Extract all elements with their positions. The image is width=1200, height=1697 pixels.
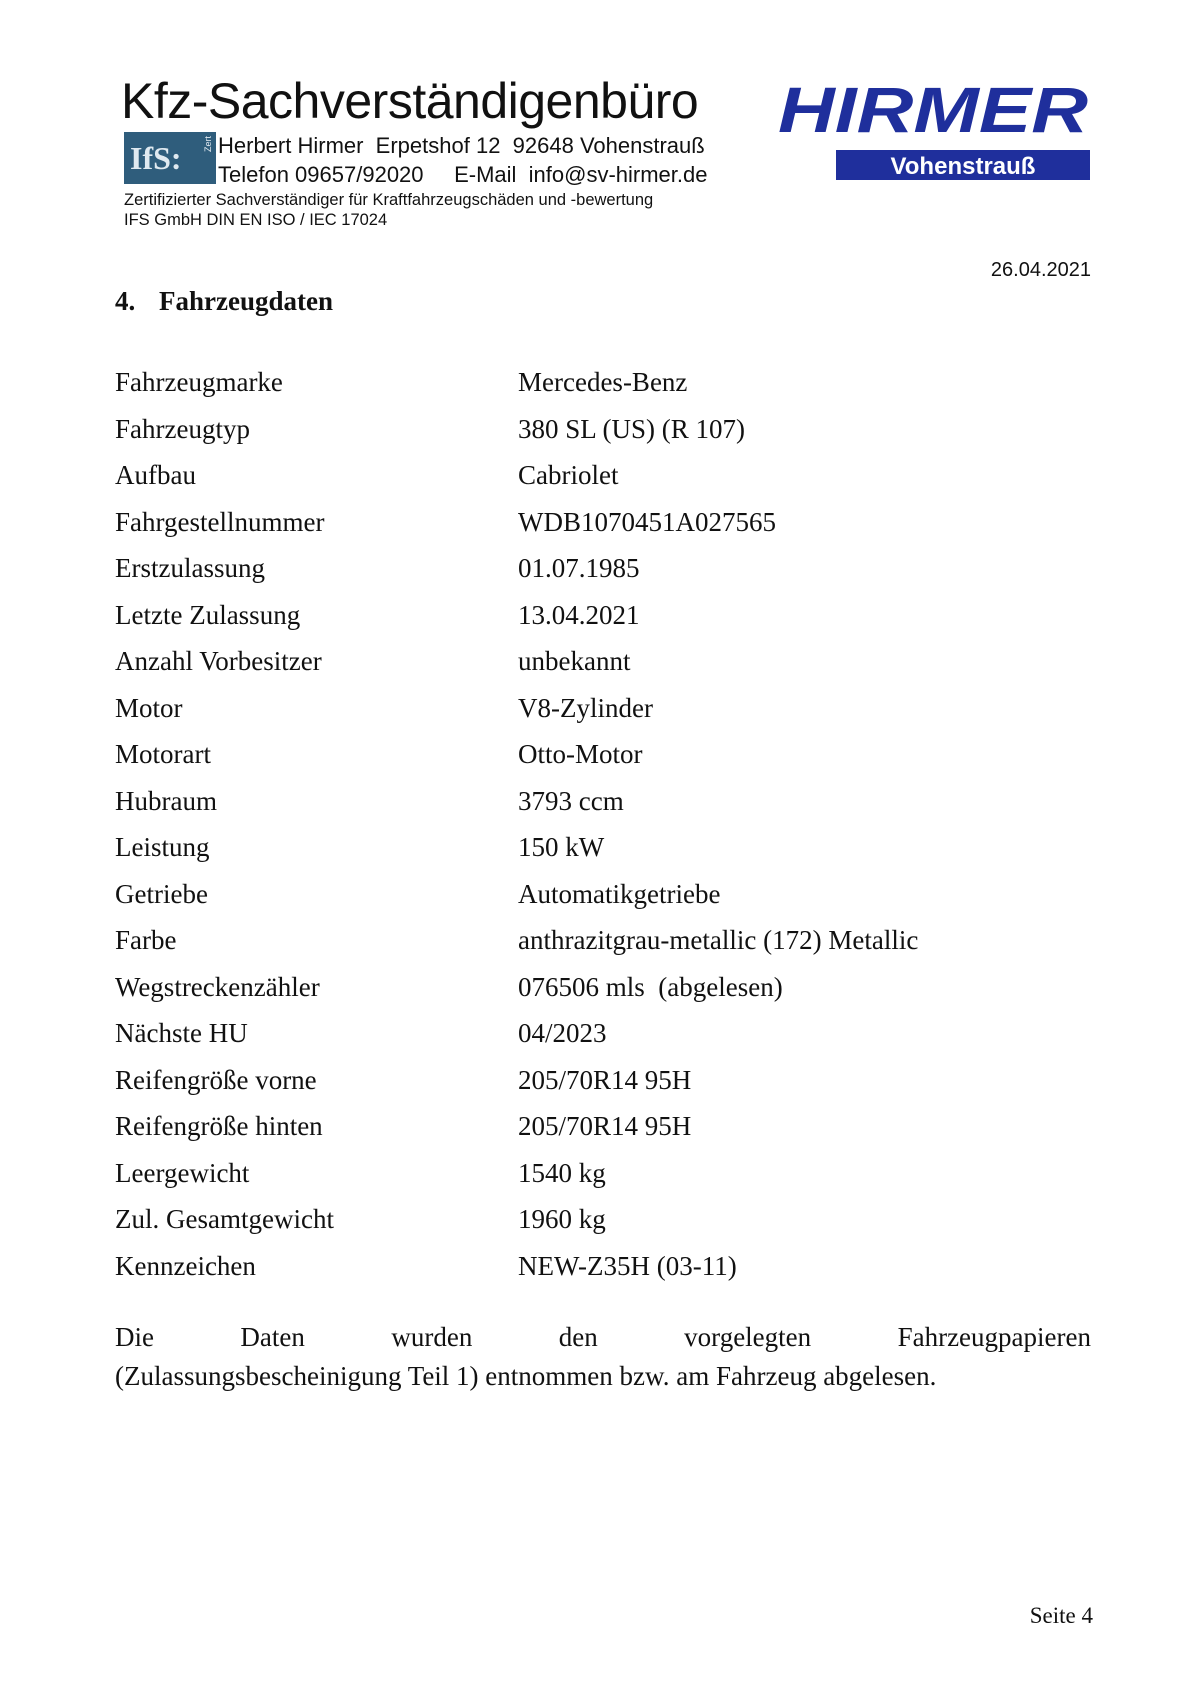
row-value: Mercedes-Benz xyxy=(518,367,688,397)
row-value: 04/2023 xyxy=(518,1018,607,1048)
table-row xyxy=(115,1017,1115,1049)
row-value: 3793 ccm xyxy=(518,785,624,816)
row-label: Aufbau xyxy=(115,460,196,490)
letterhead-certification: Zertifizierter Sachverständiger für Kraftfahrzeugschäden und -bewertung xyxy=(124,191,654,209)
table-row xyxy=(115,692,1115,724)
letterhead-title: Kfz-Sachverständigenbüro xyxy=(121,73,699,129)
table-row xyxy=(115,645,1115,677)
row-label: Zul. Gesamtgewicht xyxy=(115,1204,334,1234)
table-row xyxy=(115,552,1115,584)
row-label: Leergewicht xyxy=(115,1157,250,1188)
row-label: Nächste HU xyxy=(115,1018,248,1048)
table-row xyxy=(115,878,1115,910)
hirmer-logo xyxy=(776,76,1092,182)
table-row xyxy=(115,599,1115,631)
table-row xyxy=(115,785,1115,817)
row-label: Reifengröße hinten xyxy=(115,1111,323,1141)
row-value: 1540 kg xyxy=(518,1157,606,1188)
row-label: Leistung xyxy=(115,832,210,862)
ifs-logo-text: IfS: xyxy=(130,140,182,176)
row-value: 205/70R14 95H xyxy=(518,1064,692,1095)
table-row xyxy=(115,459,1115,491)
row-value: 01.07.1985 xyxy=(518,553,640,583)
row-label: Farbe xyxy=(115,925,177,955)
row-label: Hubraum xyxy=(115,785,217,816)
row-value: 1960 kg xyxy=(518,1204,606,1234)
letterhead-iso: IFS GmbH DIN EN ISO / IEC 17024 xyxy=(124,211,388,229)
row-value: Otto-Motor xyxy=(518,739,643,769)
table-row xyxy=(115,1110,1115,1142)
row-value: anthrazitgrau-metallic (172) Metallic xyxy=(518,925,919,955)
row-value: WDB1070451A027565 xyxy=(518,506,776,537)
table-row xyxy=(115,1250,1115,1282)
row-value: 076506 mls (abgelesen) xyxy=(518,971,783,1002)
row-label: Wegstreckenzähler xyxy=(115,971,320,1002)
table-row xyxy=(115,413,1115,445)
table-row xyxy=(115,1064,1115,1096)
table-row xyxy=(115,924,1115,956)
row-label: Letzte Zulassung xyxy=(115,599,301,630)
row-label: Motor xyxy=(115,692,183,723)
row-label: Fahrzeugmarke xyxy=(115,367,283,397)
section-number: 4. xyxy=(115,286,136,316)
table-row xyxy=(115,506,1115,538)
table-row xyxy=(115,1203,1115,1235)
row-value: 150 kW xyxy=(518,832,605,862)
note-paragraph xyxy=(115,1318,1091,1396)
row-label: Kennzeichen xyxy=(115,1250,256,1281)
page-number: Seite 4 xyxy=(1029,1603,1093,1628)
row-label: Motorart xyxy=(115,739,211,769)
ifs-logo xyxy=(124,132,216,184)
row-label: Fahrzeugtyp xyxy=(115,413,250,444)
row-value: 380 SL (US) (R 107) xyxy=(518,413,745,444)
row-value: 13.04.2021 xyxy=(518,599,640,630)
row-label: Fahrgestellnummer xyxy=(115,506,325,537)
section-title: Fahrzeugdaten xyxy=(159,286,333,316)
hirmer-logo-name: HIRMER xyxy=(778,76,1088,146)
document-date: 26.04.2021 xyxy=(990,259,1091,281)
row-label: Reifengröße vorne xyxy=(115,1064,317,1095)
row-value: unbekannt xyxy=(518,646,631,676)
row-label: Getriebe xyxy=(115,878,208,909)
table-row xyxy=(115,831,1115,863)
row-value: Cabriolet xyxy=(518,460,619,490)
letterhead-address: Herbert Hirmer Erpetshof 12 92648 Vohenstrauß xyxy=(218,133,705,158)
row-value: NEW-Z35H (03-11) xyxy=(518,1250,737,1281)
table-row xyxy=(115,738,1115,770)
note-line-2: (Zulassungsbescheinigung Teil 1) entnommen bzw. am Fahrzeug abgelesen. xyxy=(115,1361,937,1391)
hirmer-logo-city: Vohenstrauß xyxy=(890,153,1036,180)
letterhead-contact: Telefon 09657/92020 E-Mail info@sv-hirmer.de xyxy=(218,162,708,187)
row-value: Automatikgetriebe xyxy=(518,878,721,909)
ifs-logo-small-text: Zert xyxy=(203,136,213,153)
row-value: V8-Zylinder xyxy=(518,692,653,723)
row-label: Erstzulassung xyxy=(115,553,265,583)
note-line-1: Die Daten wurden den vorgelegten Fahrzeugpapieren xyxy=(115,1322,1091,1352)
row-value: 205/70R14 95H xyxy=(518,1111,692,1141)
table-row xyxy=(115,971,1115,1003)
section-heading xyxy=(115,286,333,317)
table-row xyxy=(115,1157,1115,1189)
row-label: Anzahl Vorbesitzer xyxy=(115,646,322,676)
table-row xyxy=(115,366,1115,398)
